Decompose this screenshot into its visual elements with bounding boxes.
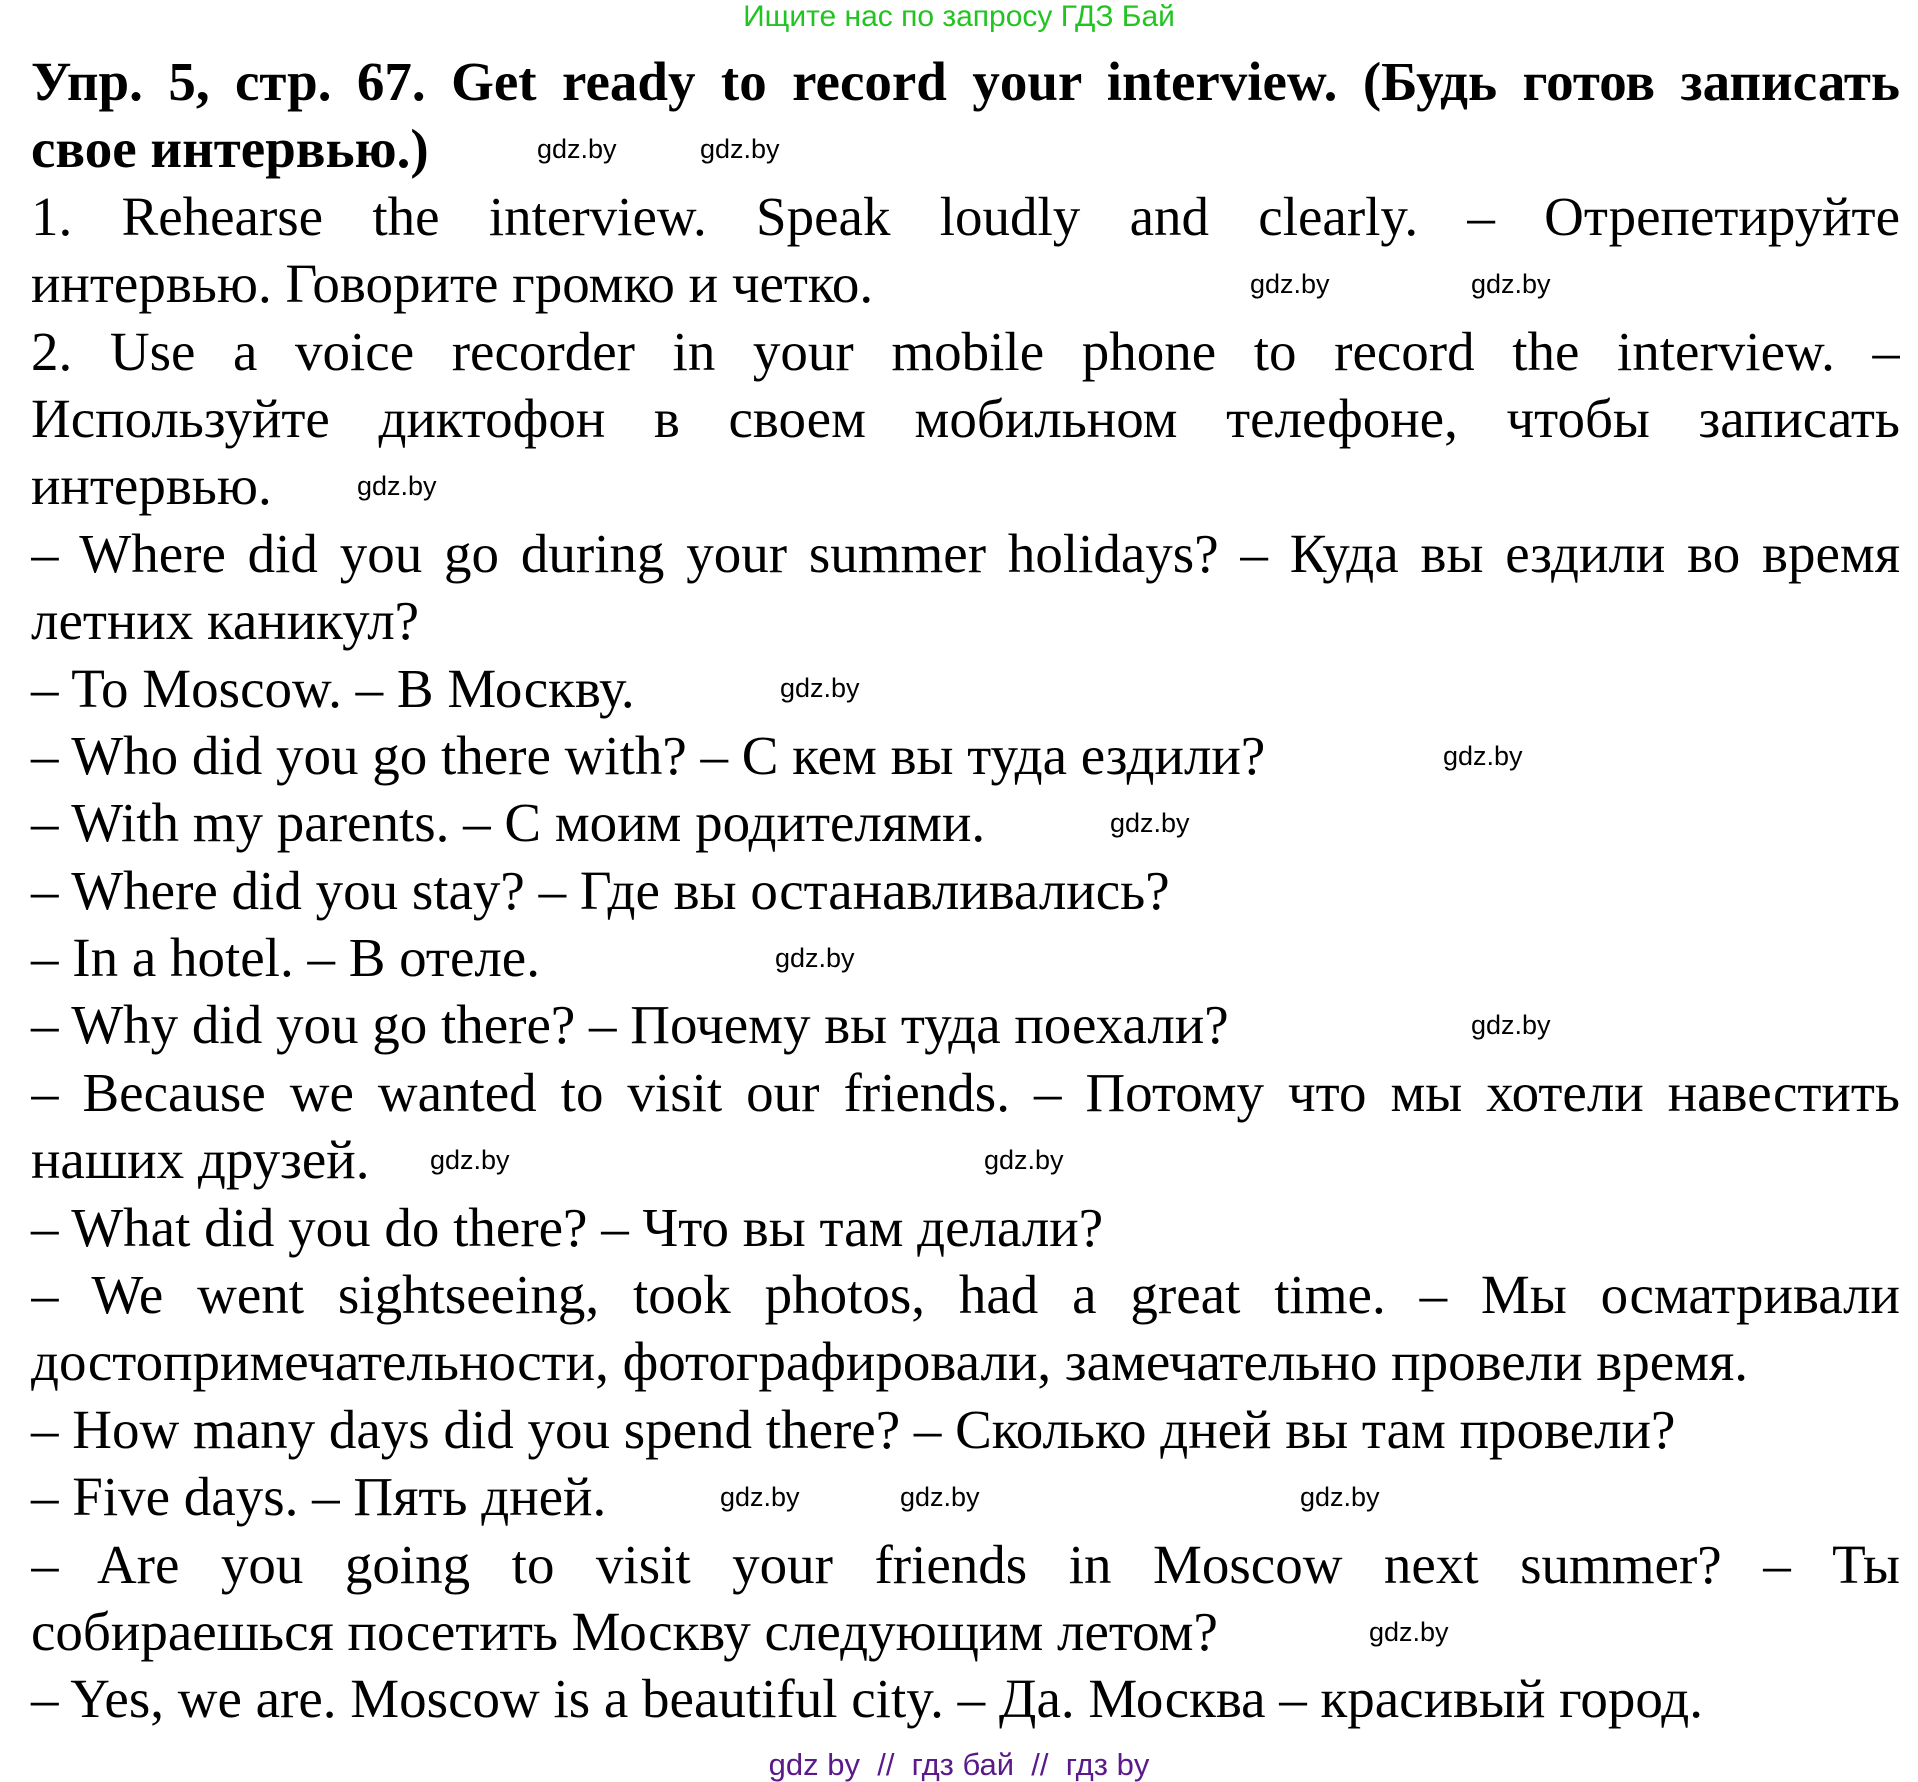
gdz-watermark: gdz.by <box>720 1482 800 1512</box>
text-line: – Who did you go there with? – С кем вы туда ездили? <box>31 724 1266 786</box>
gdz-watermark: gdz.by <box>1369 1617 1449 1647</box>
text-line: – Because we wanted to visit our friends. – Потому что мы хотели навестить <box>31 1061 1900 1123</box>
gdz-watermark: gdz.by <box>775 943 855 973</box>
text-line: наших друзей. <box>31 1129 370 1191</box>
text-line: летних каникул? <box>31 590 420 652</box>
exercise-text <box>31 48 1900 1733</box>
text-line: – We went sightseeing, took photos, had a great time. – Мы осматривали <box>31 1264 1900 1326</box>
text-line: – To Moscow. – В Москву. <box>31 657 635 719</box>
gdz-watermark: gdz.by <box>1110 808 1190 838</box>
search-hint-banner: Ищите нас по запросу ГДЗ Бай <box>743 0 1175 33</box>
text-line: – In a hotel. – В отеле. <box>31 927 540 989</box>
text-line: – How many days did you spend there? – Сколько дней вы там провели? <box>31 1398 1676 1460</box>
gdz-watermark: gdz.by <box>1443 741 1523 771</box>
exercise-title-line: свое интервью.) <box>31 118 429 180</box>
gdz-watermark: gdz.by <box>537 134 617 164</box>
gdz-watermark: gdz.by <box>357 471 437 501</box>
text-line: интервью. <box>31 455 272 517</box>
text-line: – Why did you go there? – Почему вы туда поехали? <box>31 994 1229 1056</box>
text-line: – Yes, we are. Moscow is a beautiful city. – Да. Москва – красивый город. <box>31 1668 1703 1730</box>
text-line: – Where did you go during your summer holidays? – Куда вы ездили во время <box>31 522 1900 584</box>
gdz-watermark: gdz.by <box>900 1482 980 1512</box>
gdz-watermark: gdz.by <box>700 134 780 164</box>
exercise-title-line: Упр. 5, стр. 67. Get ready to record your interview. (Будь готов записать <box>31 51 1900 112</box>
gdz-watermark: gdz.by <box>984 1145 1064 1175</box>
text-line: Используйте диктофон в своем мобильном телефоне, чтобы записать <box>31 387 1900 449</box>
text-line: – Five days. – Пять дней. <box>31 1466 607 1528</box>
text-line: – With my parents. – С моим родителями. <box>31 792 986 854</box>
text-line: – Where did you stay? – Где вы останавливались? <box>31 859 1170 921</box>
text-line: – What did you do there? – Что вы там делали? <box>31 1196 1104 1258</box>
text-line: 1. Rehearse the interview. Speak loudly and clearly. – Отрепетируйте <box>31 185 1900 247</box>
gdz-watermark: gdz.by <box>430 1145 510 1175</box>
gdz-watermark: gdz.by <box>1471 1010 1551 1040</box>
text-line: достопримечательности, фотографировали, замечательно провели время. <box>31 1331 1749 1393</box>
text-line: 2. Use a voice recorder in your mobile phone to record the interview. – <box>31 320 1900 382</box>
gdz-watermark: gdz.by <box>1471 269 1551 299</box>
footer-watermark: gdz by // гдз бай // гдз by <box>768 1747 1150 1782</box>
gdz-watermark: gdz.by <box>780 673 860 703</box>
text-line: собираешься посетить Москву следующим летом? <box>31 1600 1218 1662</box>
text-line: – Are you going to visit your friends in Moscow next summer? – Ты <box>31 1533 1900 1595</box>
gdz-watermark: gdz.by <box>1250 269 1330 299</box>
gdz-watermark: gdz.by <box>1300 1482 1380 1512</box>
text-line: интервью. Говорите громко и четко. <box>31 253 874 315</box>
